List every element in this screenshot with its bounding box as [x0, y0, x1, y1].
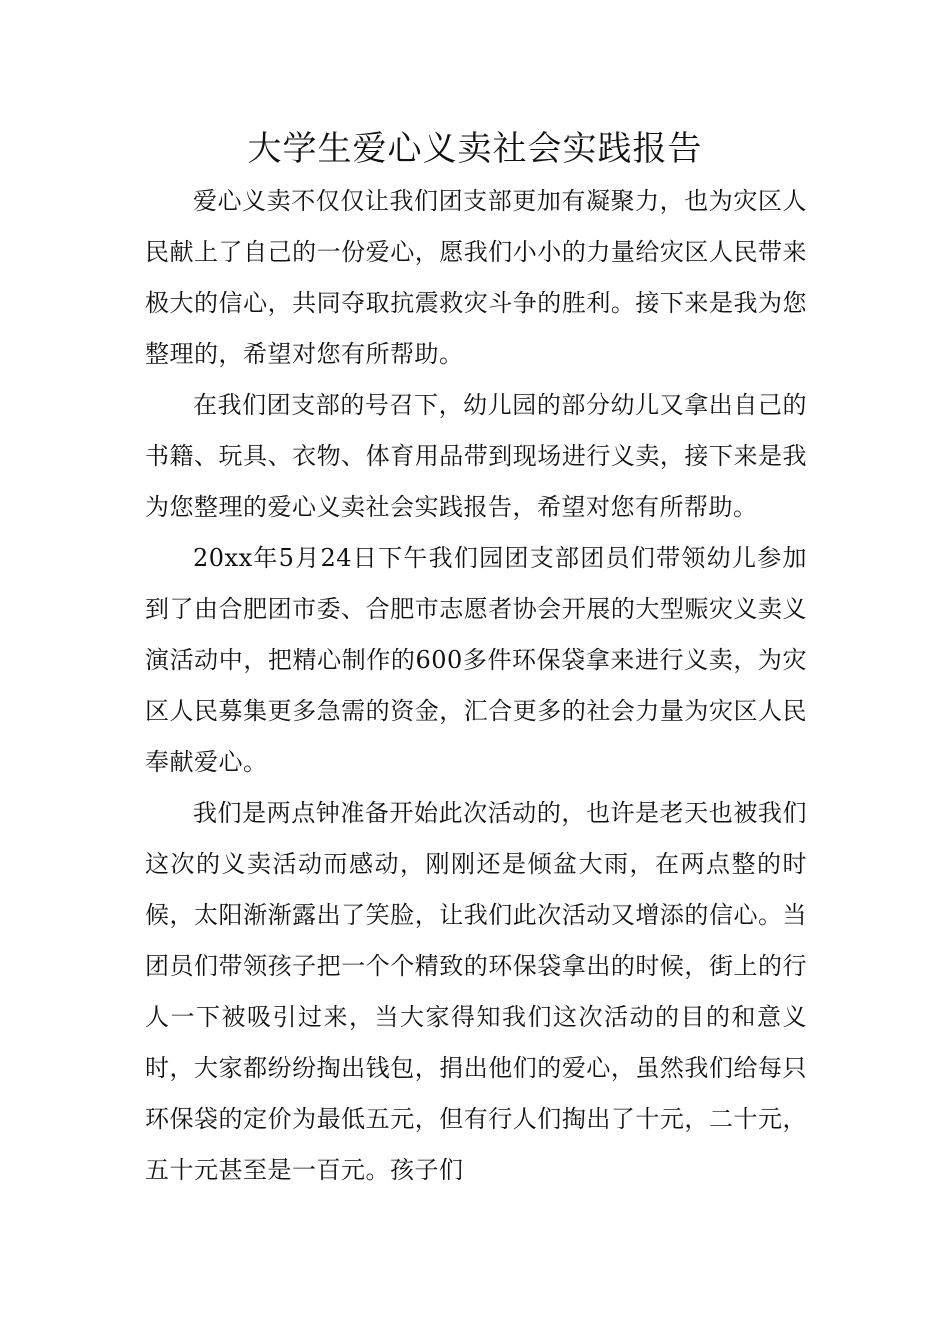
paragraph-4: 我们是两点钟准备开始此次活动的，也许是老天也被我们这次的义卖活动而感动，刚刚还是倾盆大雨，在两点整的时候，太阳渐渐露出了笑脸，让我们此次活动又增添的信心。当团员们带领孩子把一个个精致的环保袋拿出的时候，街上的行人一下被吸引过来，当大家得知我们这次活动的目的和意义时，大家都纷纷掏出钱包，捐出他们的爱心，虽然我们给每只环保袋的定价为最低五元，但有行人们掏出了十元，二十元，五十元甚至是一百元。孩子们 [145, 799, 807, 1184]
paragraph-1: 爱心义卖不仅仅让我们团支部更加有凝聚力，也为灾区人民献上了自己的一份爱心，愿我们小小的力量给灾区人民带来极大的信心，共同夺取抗震救灾斗争的胜利。接下来是我为您整理的，希望对您有所帮助。 [145, 187, 807, 368]
document-title: 大学生爱心义卖社会实践报告 [247, 129, 703, 169]
paragraph-3: 20xx年5月24日下午我们园团支部团员们带领幼儿参加到了由合肥团市委、合肥市志愿者协会开展的大型赈灾义卖义演活动中，把精心制作的600多件环保袋拿来进行义卖，为灾区人民募集更多急需的资金，汇合更多的社会力量为灾区人民奉献爱心。 [145, 544, 807, 776]
document-body [145, 176, 807, 1196]
paragraph-2: 在我们团支部的号召下，幼儿园的部分幼儿又拿出自己的书籍、玩具、衣物、体育用品带到现场进行义卖，接下来是我为您整理的爱心义卖社会实践报告，希望对您有所帮助。 [145, 391, 807, 521]
